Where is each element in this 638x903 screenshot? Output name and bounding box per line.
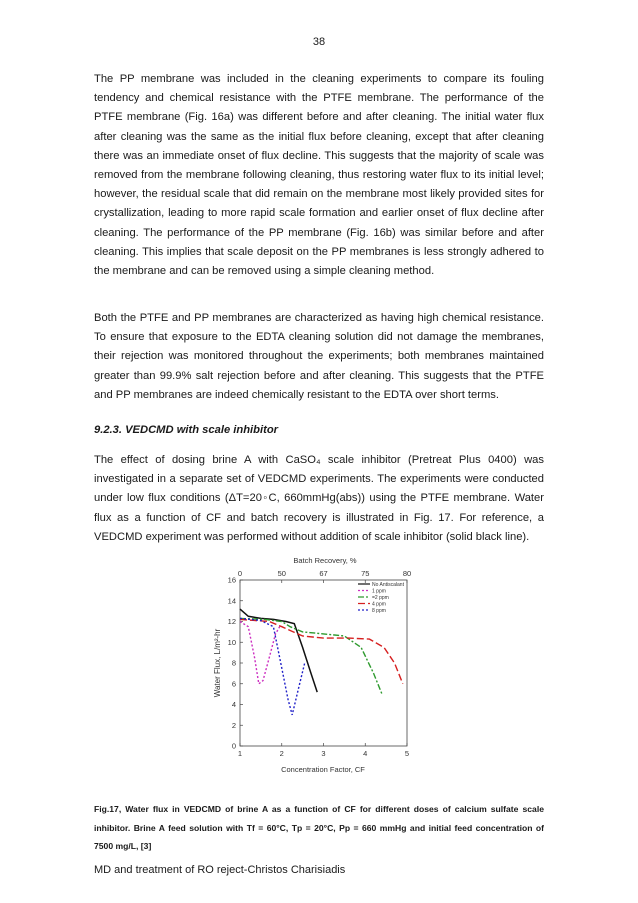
y-tick-label: 4 xyxy=(231,700,236,709)
caption-text: Fig.17, Water flux in VEDCMD of brine A as a function of CF for different doses of calcium sulfate scale inhibitor. Brine A feed solution with Tf = 60°C, Tp = 20°C, Pp = 660 mmHg and initial feed concentration of 7500 mg/L, [3] xyxy=(94,804,544,851)
top-tick-label: 67 xyxy=(319,569,328,578)
legend xyxy=(358,582,405,614)
section-heading: 9.2.3. VEDCMD with scale inhibitor xyxy=(94,424,279,436)
y-tick-label: 12 xyxy=(227,617,236,626)
legend-label: =2 ppm xyxy=(372,595,389,601)
y-axis-ticks xyxy=(228,576,243,751)
top-axis-title: Batch Recovery, % xyxy=(293,556,357,565)
top-tick-label: 50 xyxy=(277,569,286,578)
y-tick-label: 14 xyxy=(227,596,236,606)
x-tick-label: 5 xyxy=(404,749,410,758)
legend-label: 1 ppm xyxy=(372,588,386,595)
series-lines xyxy=(240,609,403,715)
series-line--2-ppm xyxy=(240,618,382,694)
legend-label: 8 ppm xyxy=(372,608,386,614)
paragraph-chemical-resistance: Both the PTFE and PP membranes are characterized as having high chemical resistance. To ensure that exposure to the EDTA cleaning solution did not damage the membranes, their rejection was monitored throughout the experiments; both membranes maintained greater than 99.9% salt rejection before and after cleaning. This suggests that the PTFE and PP membranes are indeed chemically resistant to the EDTA over short terms. xyxy=(94,312,544,401)
y-tick-label: 0 xyxy=(231,741,236,751)
x-tick-label: 2 xyxy=(279,749,284,758)
top-tick-label: 80 xyxy=(402,569,412,578)
figure-caption xyxy=(94,800,544,856)
top-axis-ticks xyxy=(238,569,411,583)
y-tick-label: 16 xyxy=(227,575,236,585)
x-tick-label: 3 xyxy=(321,749,326,758)
page-footer: MD and treatment of RO reject-Christos Charisiadis xyxy=(94,864,346,876)
series-line-4-ppm xyxy=(240,619,403,683)
series-line-1-ppm xyxy=(240,622,280,684)
x-axis-title: Concentration Factor, CF xyxy=(281,765,365,774)
y-tick-label: 8 xyxy=(231,658,236,668)
y-axis-title: Water Flux, L/m²-hr xyxy=(213,628,222,698)
x-tick-label: 1 xyxy=(237,749,243,758)
flux-chart xyxy=(200,555,420,797)
y-tick-label: 10 xyxy=(227,637,236,647)
y-tick-label: 2 xyxy=(231,720,236,730)
y-tick-label: 6 xyxy=(231,679,236,689)
legend-label: 4 ppm xyxy=(372,601,386,608)
top-tick-label: 0 xyxy=(237,569,243,578)
x-tick-label: 4 xyxy=(363,749,368,758)
paragraph-scale-inhibitor: The effect of dosing brine A with CaSO₄ scale inhibitor (Pretreat Plus 0400) was investigated in a separate set of VEDCMD experiments. The experiments were conducted under low flux conditions (ΔT=20◦C, 660mmHg(abs)) using the PTFE membrane. Water flux as a function of CF and batch recovery is illustrated in Fig. 17. For reference, a VEDCMD experiment was performed without addition of scale inhibitor (solid black line). xyxy=(94,454,544,543)
legend-label: No Antiscalant xyxy=(372,582,404,588)
top-tick-label: 75 xyxy=(361,569,370,578)
paragraph-pp-membrane: The PP membrane was included in the cleaning experiments to compare its fouling tendency and chemical resistance with the PTFE membrane. The performance of the PTFE membrane (Fig. 16a) was different before and after cleaning. The initial water flux after cleaning was the same as the initial flux before cleaning, except that after cleaning there was an immediate onset of flux decline. This suggests that the majority of scale was removed from the membrane following cleaning, thus restoring water flux to its initial level; however, the residual scale that did remain on the membrane most likely provided sites for crystallization, leading to more rapid scale formation and earlier onset of flux decline after cleaning. The performance of the PP membrane (Fig. 16b) was similar before and after cleaning. This implies that scale deposit on the PP membranes is less strongly adhered to the membrane and can be removed using a simple cleaning method. xyxy=(94,73,544,278)
x-axis-ticks xyxy=(238,743,409,758)
page-number: 38 xyxy=(312,36,326,48)
